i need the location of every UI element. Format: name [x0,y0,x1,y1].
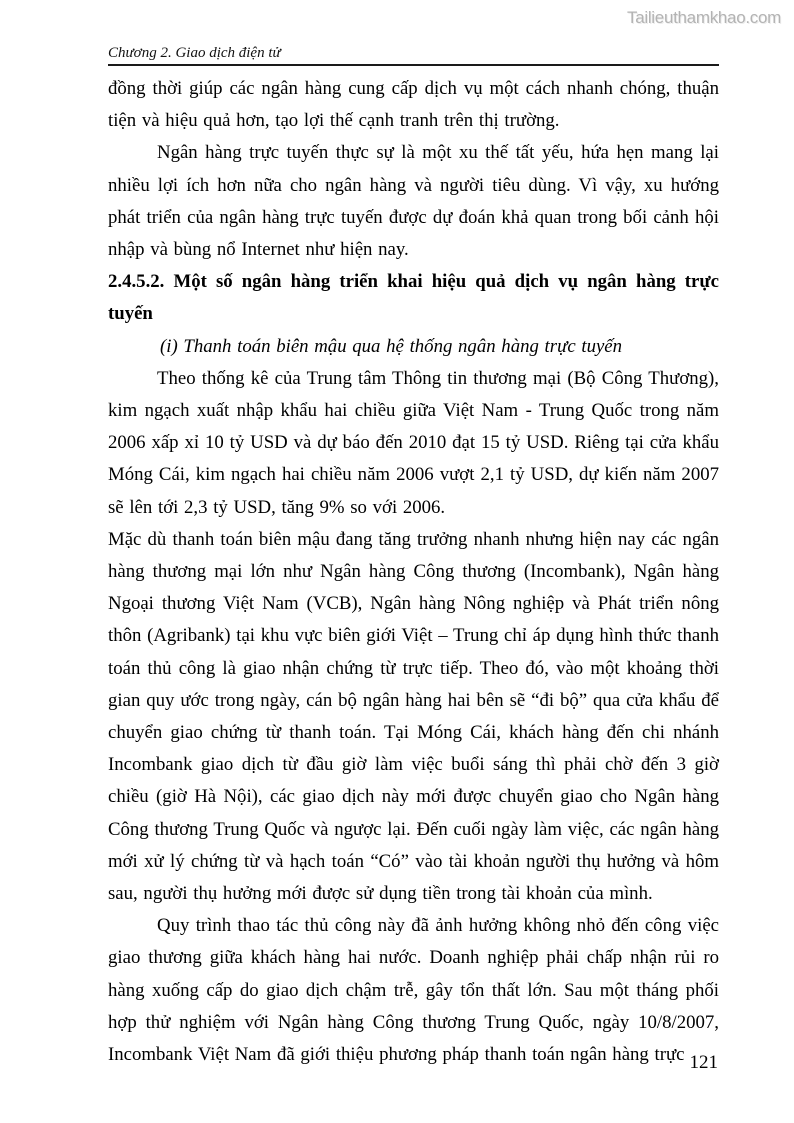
paragraph-impact-and-trial: Quy trình thao tác thủ công này đã ảnh hưởng không nhỏ đến công việc giao thương giữa khách hàng hai nước. Doanh nghiệp phải chấp nhận rủi ro hàng xuống cấp do giao dịch chậm trễ, gây tổn thất lớn. Sau một tháng phối hợp thử nghiệm với Ngân hàng Công thương Trung Quốc, ngày 10/8/2007, Incombank Việt Nam đã giới thiệu phương pháp thanh toán ngân hàng trực [108,915,719,1066]
paragraph-online-banking-trend: Ngân hàng trực tuyến thực sự là một xu thế tất yếu, hứa hẹn mang lại nhiều lợi ích hơn nữa cho ngân hàng và người tiêu dùng. Vì vậy, xu hướng phát triển của ngân hàng trực tuyến được dự đoán khả quan trong bối cảnh hội nhập và bùng nổ Internet như hiện nay. [108,142,719,261]
section-heading: 2.4.5.2. Một số ngân hàng triển khai hiệu quả dịch vụ ngân hàng trực tuyến [108,271,719,325]
paragraph-manual-payment-process: Mặc dù thanh toán biên mậu đang tăng trưởng nhanh nhưng hiện nay các ngân hàng thương mại lớn như Ngân hàng Công thương (Incombank), Ngân hàng Ngoại thương Việt Nam (VCB), Ngân hàng Nông nghiệp và Phát triển nông thôn (Agribank) tại khu vực biên giới Việt – Trung chỉ áp dụng hình thức thanh toán thủ công là giao nhận chứng từ trực tiếp. Theo đó, vào một khoảng thời gian quy ước trong ngày, cán bộ ngân hàng hai bên sẽ “đi bộ” qua cửa khẩu để chuyển giao chứng từ thanh toán. Tại Móng Cái, khách hàng đến chi nhánh Incombank giao dịch từ đầu giờ làm việc buổi sáng thì phải chờ đến 3 giờ chiều (giờ Hà Nội), các giao dịch này mới được chuyển giao cho Ngân hàng Công thương Trung Quốc và ngược lại. Đến cuối ngày làm việc, các ngân hàng mới xử lý chứng từ và hạch toán “Có” vào tài khoản người thụ hưởng và hôm sau, người thụ hưởng mới được sử dụng tiền trong tài khoản của mình. [108,528,719,905]
header-rule [108,64,719,66]
chapter-title: Chương 2. Giao dịch điện tử [108,45,281,61]
running-header [108,44,719,63]
page-number: 121 [689,1052,718,1073]
site-watermark: Tailieuthamkhao.com [627,8,781,27]
paragraph-continuation: đồng thời giúp các ngân hàng cung cấp dịch vụ một cách nhanh chóng, thuận tiện và hiệu quả hơn, tạo lợi thế cạnh tranh trên thị trường. [108,78,719,132]
subsection-heading: (i) Thanh toán biên mậu qua hệ thống ngân hàng trực tuyến [160,335,623,357]
paragraph-trade-statistics: Theo thống kê của Trung tâm Thông tin thương mại (Bộ Công Thương), kim ngạch xuất nhập khẩu hai chiều giữa Việt Nam - Trung Quốc trong năm 2006 xấp xỉ 10 tỷ USD và dự báo đến 2010 đạt 15 tỷ USD. Riêng tại cửa khẩu Móng Cái, kim ngạch hai chiều năm 2006 vượt 2,1 tỷ USD, dự kiến năm 2007 sẽ lên tới 2,3 tỷ USD, tăng 9% so với 2006. [108,367,719,518]
document-body [108,73,719,1071]
